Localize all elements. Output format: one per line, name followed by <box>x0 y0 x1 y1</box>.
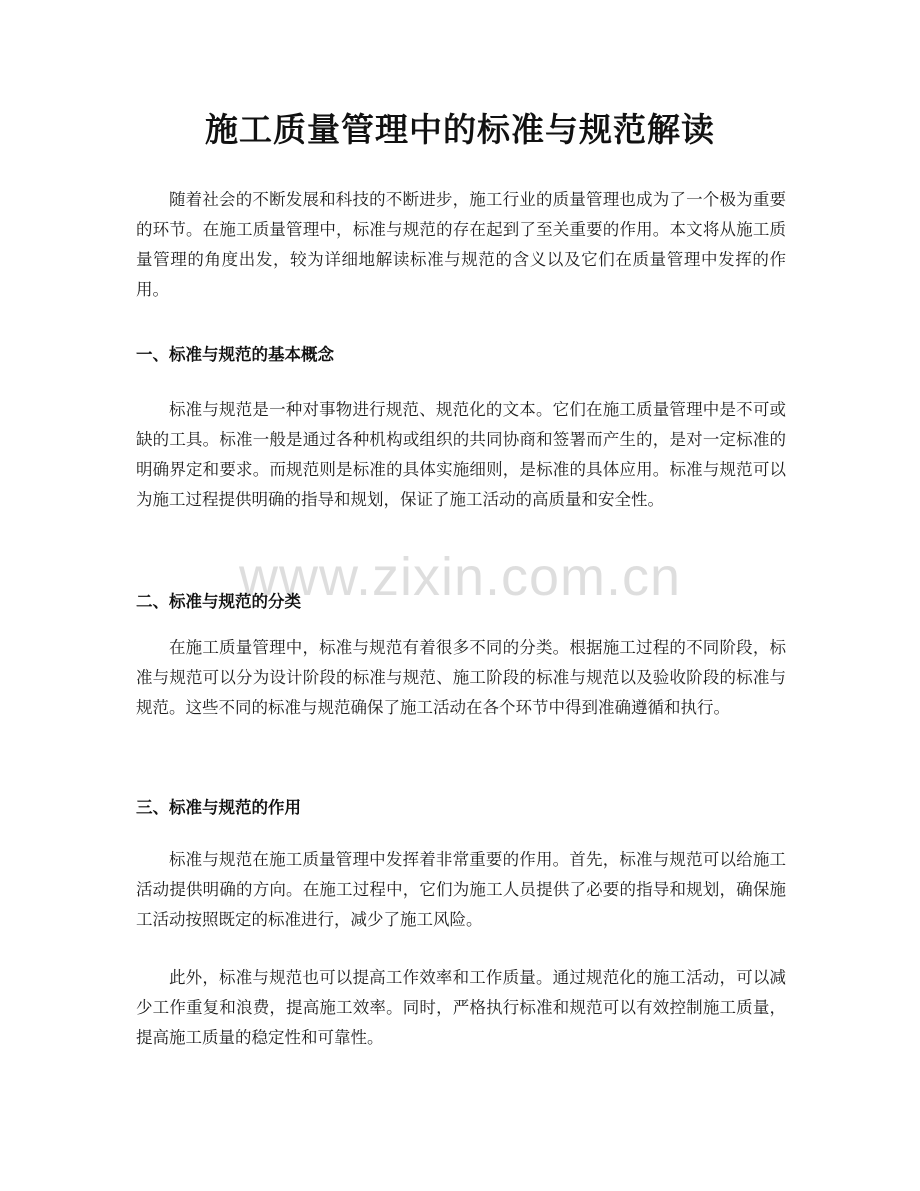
watermark: www.zixin.com.cn <box>238 547 682 607</box>
section-3-paragraph-2: 此外，标准与规范也可以提高工作效率和工作质量。通过规范化的施工活动，可以减少工作重复和浪费，提高施工效率。同时，严格执行标准和规范可以有效控制施工质量，提高施工质量的稳定性和可靠性。 <box>136 968 786 1047</box>
section-3-paragraph-1: 标准与规范在施工质量管理中发挥着非常重要的作用。首先，标准与规范可以给施工活动提供明确的方向。在施工过程中，它们为施工人员提供了必要的指导和规划，确保施工活动按照既定的标准进行，减少了施工风险。 <box>136 850 786 929</box>
section-heading-3: 三、标准与规范的作用 <box>136 798 301 817</box>
section-1-paragraph-1: 标准与规范是一种对事物进行规范、规范化的文本。它们在施工质量管理中是不可或缺的工具。标准一般是通过各种机构或组织的共同协商和签署而产生的，是对一定标准的明确界定和要求。而规范则是标准的具体实施细则，是标准的具体应用。标准与规范可以为施工过程提供明确的指导和规划，保证了施工活动的高质量和安全性。 <box>136 400 786 509</box>
section-heading-2: 二、标准与规范的分类 <box>136 592 301 611</box>
section-heading-1: 一、标准与规范的基本概念 <box>136 345 334 364</box>
document-title: 施工质量管理中的标准与规范解读 <box>205 110 715 149</box>
intro-paragraph: 随着社会的不断发展和科技的不断进步，施工行业的质量管理也成为了一个极为重要的环节。在施工质量管理中，标准与规范的存在起到了至关重要的作用。本文将从施工质量管理的角度出发，较为详细地解读标准与规范的含义以及它们在质量管理中发挥的作用。 <box>136 190 786 299</box>
section-2-paragraph-1: 在施工质量管理中，标准与规范有着很多不同的分类。根据施工过程的不同阶段，标准与规范可以分为设计阶段的标准与规范、施工阶段的标准与规范以及验收阶段的标准与规范。这些不同的标准与规范确保了施工活动在各个环节中得到准确遵循和执行。 <box>136 638 786 717</box>
